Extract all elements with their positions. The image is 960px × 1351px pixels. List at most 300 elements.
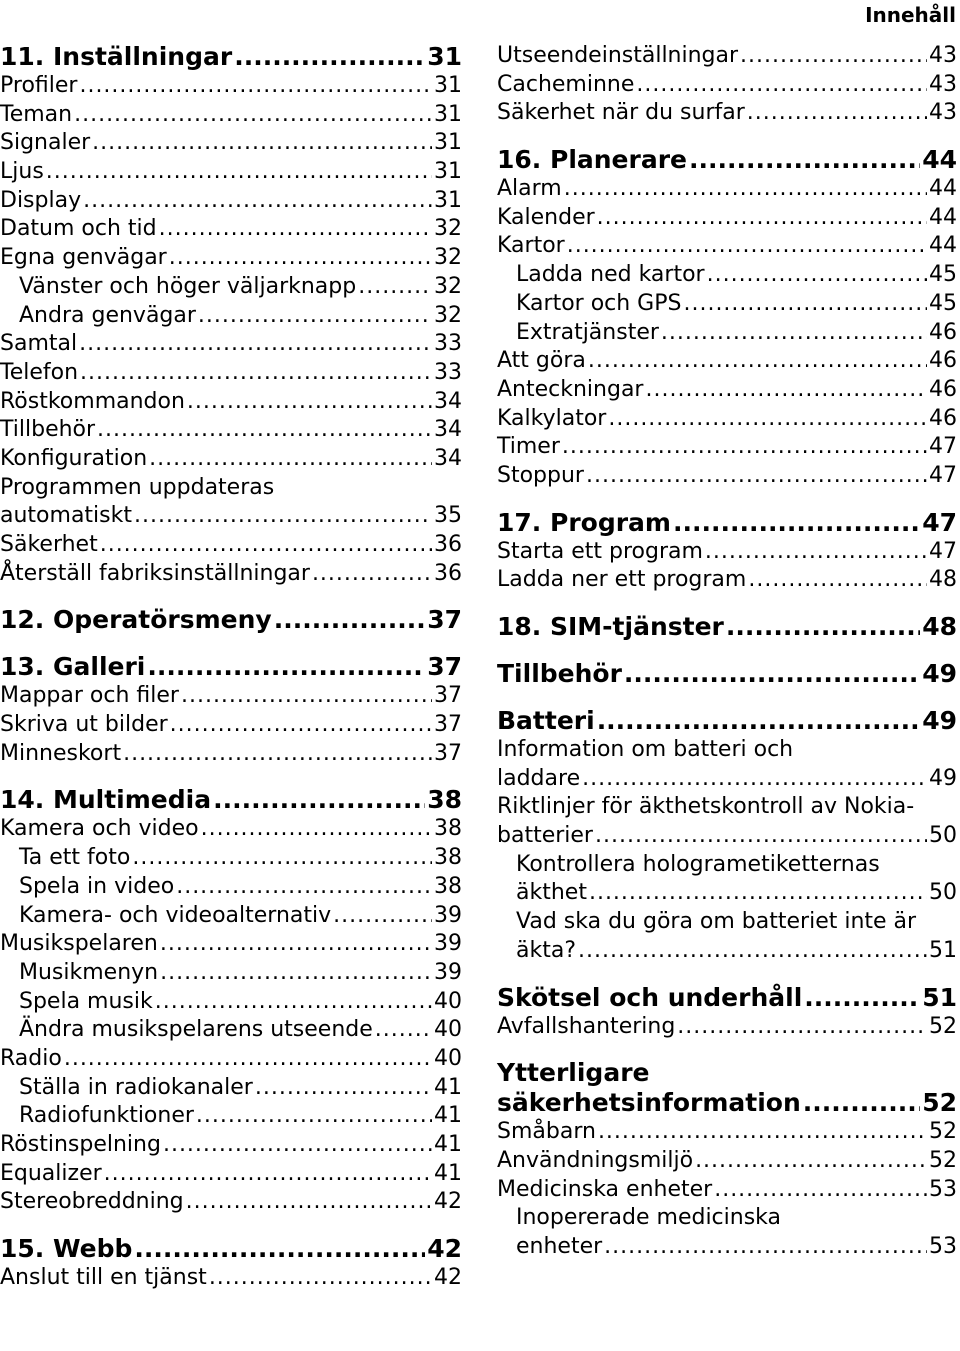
toc-entry[interactable] [497, 42, 957, 71]
toc-entry-title: Säkerhet [0, 532, 98, 557]
toc-entry-title: Spela musik [19, 988, 153, 1014]
dot-leader [80, 359, 432, 388]
toc-entry[interactable] [0, 244, 462, 273]
toc-entry[interactable] [497, 175, 957, 204]
toc-page-number: 34 [434, 388, 462, 414]
toc-entry-title: 14. Multimedia [0, 785, 212, 815]
toc-page-number: 39 [434, 959, 462, 985]
toc-entry[interactable] [0, 474, 462, 503]
dot-leader [201, 815, 432, 844]
dot-leader [64, 1045, 432, 1074]
toc-entry-title: Ytterligare [497, 1058, 650, 1088]
toc-entry-title: enheter [516, 1233, 603, 1259]
dot-leader [636, 71, 927, 100]
dot-leader [79, 72, 432, 101]
toc-chapter-entry[interactable] [497, 508, 957, 538]
toc-page-number: 47 [929, 462, 957, 488]
toc-entry[interactable] [0, 815, 462, 844]
toc-page-number: 31 [434, 130, 462, 156]
dot-leader [132, 844, 432, 873]
toc-page-number: 40 [434, 988, 462, 1014]
toc-entry[interactable] [497, 433, 957, 462]
toc-page-number: 49 [922, 706, 957, 735]
toc-entry[interactable] [497, 538, 957, 567]
toc-entry-title: laddare [497, 765, 581, 791]
toc-chapter-entry[interactable] [497, 983, 957, 1013]
toc-entry-title: automatiskt [0, 503, 132, 529]
toc-page-number: 43 [929, 43, 957, 68]
dot-leader [705, 538, 927, 567]
toc-entry[interactable] [0, 215, 462, 244]
dot-leader [608, 405, 927, 434]
toc-entry-title: Radio [0, 1045, 62, 1071]
toc-page-number: 33 [434, 331, 462, 357]
dot-leader [578, 937, 927, 966]
toc-entry-title: Säkerhet när du surfar [497, 100, 745, 126]
toc-page-number: 36 [434, 560, 462, 586]
toc-entry-title: Vad ska du göra om batteriet inte är [516, 909, 917, 935]
dot-leader [562, 433, 927, 462]
dot-leader [661, 319, 927, 348]
toc-entry-title: Röstinspelning [0, 1132, 161, 1157]
toc-page-number: 50 [929, 880, 957, 906]
toc-entry-title: Skötsel och underhåll [497, 982, 803, 1012]
toc-entry-title: 15. Webb [0, 1234, 133, 1264]
toc-entry[interactable] [0, 959, 462, 988]
toc-entry-title: Inopererade medicinska [516, 1205, 781, 1231]
toc-entry-title: Egna genvägar [0, 245, 167, 271]
toc-entry-title: 11. Inställningar [0, 42, 233, 71]
toc-page-number: 35 [434, 503, 462, 529]
toc-page-number: 44 [929, 176, 957, 202]
toc-entry[interactable] [497, 1176, 957, 1205]
toc-entry[interactable] [497, 822, 957, 851]
toc-entry[interactable] [497, 908, 957, 937]
dot-leader [196, 1102, 432, 1131]
toc-chapter-entry[interactable] [0, 1234, 462, 1264]
dot-leader [134, 502, 432, 531]
toc-page-number: 41 [434, 1103, 462, 1129]
toc-entry-title: Att göra [497, 348, 586, 374]
toc-page-number: 31 [427, 42, 462, 71]
toc-entry[interactable] [0, 1131, 462, 1160]
toc-page-number: 53 [929, 1233, 957, 1259]
toc-page-number: 32 [434, 273, 462, 299]
toc-entry-title: Signaler [0, 130, 91, 156]
toc-entry[interactable] [0, 101, 462, 130]
toc-chapter-entry[interactable] [0, 652, 462, 682]
dot-leader [74, 101, 432, 130]
toc-entry[interactable] [0, 273, 462, 302]
toc-entry-title: äkta? [516, 937, 577, 963]
toc-entry-title: Kontrollera hologrametiketternas [516, 851, 880, 877]
toc-page-number: 51 [929, 937, 957, 963]
toc-entry-title: Avfallshantering [497, 1013, 676, 1039]
dot-leader [312, 560, 432, 589]
toc-entry[interactable] [0, 531, 462, 560]
toc-page-number: 38 [434, 873, 462, 899]
toc-entry[interactable] [0, 359, 462, 388]
toc-page-number: 32 [434, 302, 462, 328]
toc-entry-title: 13. Galleri [0, 652, 146, 682]
dot-leader [803, 1088, 920, 1118]
toc-entry-title: Kartor [497, 233, 565, 259]
toc-entry-title: Kalkylator [497, 405, 607, 431]
dot-leader [160, 959, 432, 988]
toc-page-number: 37 [434, 683, 462, 709]
toc-entry[interactable] [0, 1188, 462, 1217]
toc-chapter-entry[interactable] [497, 1058, 957, 1088]
toc-entry-title: Ladda ned kartor [516, 262, 705, 288]
toc-entry-title: Display [0, 187, 82, 213]
toc-entry-title: Andra genvägar [19, 302, 196, 328]
toc-entry-title: äkthet [516, 880, 587, 906]
dot-leader [187, 388, 432, 417]
toc-entry[interactable] [0, 1016, 462, 1045]
toc-entry-title: Ändra musikspelarens utseende [19, 1017, 373, 1043]
dot-leader [169, 244, 432, 273]
toc-entry[interactable] [497, 405, 957, 434]
toc-page-number: 36 [434, 532, 462, 557]
toc-entry[interactable] [497, 937, 957, 966]
toc-left-column [0, 42, 462, 1293]
toc-entry-title: Musikspelaren [0, 931, 158, 957]
dot-leader [588, 347, 927, 376]
dot-leader [155, 988, 432, 1017]
toc-chapter-entry[interactable] [497, 145, 957, 175]
dot-leader [586, 462, 927, 491]
toc-entry[interactable] [0, 129, 462, 158]
toc-entry[interactable] [497, 261, 957, 290]
toc-entry[interactable] [497, 566, 957, 595]
toc-page-number: 38 [434, 816, 462, 842]
dot-leader [707, 261, 927, 290]
dot-leader [689, 145, 920, 175]
toc-page-number: 47 [929, 434, 957, 460]
toc-page-number: 43 [929, 71, 957, 97]
toc-page-number: 32 [434, 245, 462, 271]
toc-page-number: 46 [929, 319, 957, 345]
toc-entry-title: Kalender [497, 204, 595, 230]
toc-page-number: 42 [434, 1265, 462, 1291]
toc-entry-title: Profiler [0, 73, 78, 98]
dot-leader [748, 566, 927, 595]
dot-leader [333, 902, 432, 931]
dot-leader [358, 273, 432, 302]
toc-chapter-entry[interactable] [0, 605, 462, 635]
toc-entry[interactable] [497, 1233, 957, 1262]
toc-entry[interactable] [0, 158, 462, 187]
toc-entry[interactable] [497, 99, 957, 128]
toc-entry[interactable] [497, 879, 957, 908]
toc-entry-title: Starta ett program [497, 538, 703, 564]
toc-entry-title: Ljus [0, 159, 44, 185]
dot-leader [209, 1264, 432, 1293]
toc-page-number: 34 [434, 417, 462, 443]
dot-leader [186, 1188, 432, 1217]
toc-entry[interactable] [0, 388, 462, 417]
dot-leader [375, 1016, 432, 1045]
toc-entry-title: 12. Operatörsmeny [0, 605, 272, 635]
toc-page-number: 39 [434, 902, 462, 928]
toc-page-number: 31 [434, 187, 462, 213]
toc-chapter-entry[interactable] [497, 612, 957, 642]
toc-page-number: 42 [434, 1189, 462, 1215]
toc-page-number: 44 [929, 233, 957, 259]
dot-leader [598, 1118, 927, 1147]
toc-entry-title: Mappar och filer [0, 683, 179, 709]
toc-page-number: 47 [929, 538, 957, 564]
toc-entry-title: 17. Program [497, 507, 671, 537]
toc-page-number: 41 [434, 1074, 462, 1100]
toc-entry[interactable] [0, 416, 462, 445]
dot-leader [274, 605, 425, 635]
toc-entry[interactable] [0, 902, 462, 931]
toc-page-number: 44 [929, 204, 957, 230]
dot-leader [804, 983, 920, 1013]
toc-entry-title: Skriva ut bilder [0, 712, 168, 738]
toc-entry[interactable] [497, 1204, 957, 1233]
toc-entry[interactable] [497, 204, 957, 233]
toc-page-number: 51 [922, 982, 957, 1012]
toc-entry-title: Tillbehör [0, 417, 96, 443]
toc-entry-title: Timer [497, 434, 560, 460]
dot-leader [567, 232, 927, 261]
dot-leader [564, 175, 927, 204]
toc-entry-title: Småbarn [497, 1119, 596, 1145]
toc-entry-title: Information om batteri och [497, 737, 794, 762]
toc-page-number: 50 [929, 823, 957, 849]
dot-leader [604, 1233, 927, 1262]
toc-entry-title: Extratjänster [516, 319, 659, 345]
toc-entry-title: Röstkommandon [0, 388, 185, 414]
toc-page-number: 45 [929, 290, 957, 316]
toc-page-number: 42 [427, 1234, 462, 1264]
toc-page-number: 38 [427, 785, 462, 815]
toc-page-number: 40 [434, 1017, 462, 1043]
toc-page-number: 52 [929, 1147, 957, 1173]
toc-page-number: 48 [922, 612, 957, 641]
toc-entry[interactable] [497, 1147, 957, 1176]
toc-entry[interactable] [0, 1074, 462, 1103]
toc-entry[interactable] [497, 290, 957, 319]
toc-entry[interactable] [0, 560, 462, 589]
toc-entry[interactable] [0, 873, 462, 902]
dot-leader [740, 42, 927, 71]
dot-leader [149, 445, 432, 474]
toc-page-number: 49 [922, 659, 957, 688]
toc-page-number: 33 [434, 359, 462, 385]
toc-entry[interactable] [0, 302, 462, 331]
toc-page-number: 45 [929, 262, 957, 288]
dot-leader [645, 376, 927, 405]
toc-page-number: 48 [929, 567, 957, 593]
toc-entry[interactable] [0, 1160, 462, 1189]
toc-entry-title: Kartor och GPS [516, 290, 682, 316]
toc-entry[interactable] [0, 72, 462, 101]
toc-entry-title: Vänster och höger väljarknapp [19, 273, 357, 299]
toc-entry-title: Ställa in radiokanaler [19, 1074, 253, 1100]
toc-entry-title: Anteckningar [497, 376, 644, 402]
toc-chapter-entry[interactable] [497, 659, 957, 689]
toc-entry-title: Teman [0, 101, 73, 127]
dot-leader [83, 187, 432, 216]
toc-right-column [497, 42, 957, 1262]
toc-page-number: 34 [434, 445, 462, 471]
toc-entry-title: 16. Planerare [497, 145, 687, 175]
toc-entry[interactable] [0, 711, 462, 740]
toc-entry-title: Minneskort [0, 740, 122, 766]
toc-page-number: 53 [929, 1176, 957, 1202]
toc-entry-title: Ladda ner ett program [497, 567, 747, 593]
toc-entry-title: säkerhetsinformation [497, 1088, 801, 1118]
toc-entry[interactable] [0, 682, 462, 711]
dot-leader [747, 99, 927, 128]
toc-page-number: 37 [427, 652, 462, 682]
toc-entry[interactable] [497, 765, 957, 794]
toc-chapter-entry[interactable] [0, 785, 462, 815]
toc-page-number: 41 [434, 1132, 462, 1157]
toc-entry[interactable] [0, 502, 462, 531]
toc-page-number: 39 [434, 931, 462, 957]
toc-chapter-entry[interactable] [0, 42, 462, 72]
toc-page-number: 37 [434, 740, 462, 766]
toc-entry-title: Återställ fabriksinställningar [0, 560, 310, 586]
toc-page-number: 47 [922, 507, 957, 537]
toc-entry[interactable] [0, 1045, 462, 1074]
toc-entry[interactable] [0, 988, 462, 1017]
dot-leader [123, 740, 432, 769]
toc-page-number: 31 [434, 73, 462, 98]
toc-entry[interactable] [497, 347, 957, 376]
toc-entry-title: Tillbehör [497, 659, 622, 688]
toc-entry[interactable] [0, 740, 462, 769]
toc-entry-title: Konfiguration [0, 445, 148, 471]
toc-entry[interactable] [497, 851, 957, 880]
toc-entry[interactable] [497, 793, 957, 822]
toc-entry[interactable] [0, 445, 462, 474]
toc-page-number: 40 [434, 1045, 462, 1071]
toc-entry-title: batterier [497, 823, 593, 849]
toc-page-number: 38 [434, 845, 462, 871]
toc-entry[interactable] [0, 844, 462, 873]
dot-leader [597, 706, 921, 736]
toc-entry-title: Cacheminne [497, 71, 635, 97]
toc-entry-title: 18. SIM-tjänster [497, 612, 724, 641]
toc-entry-title: Batteri [497, 706, 595, 735]
toc-page-number: 46 [929, 376, 957, 402]
toc-entry-title: Spela in video [19, 873, 175, 899]
toc-page-number: 31 [434, 159, 462, 185]
toc-page-number: 37 [427, 605, 462, 635]
toc-chapter-entry[interactable] [497, 1088, 957, 1118]
dot-leader [159, 215, 432, 244]
toc-entry[interactable] [0, 187, 462, 216]
toc-entry[interactable] [0, 930, 462, 959]
toc-entry-title: Equalizer [0, 1160, 102, 1186]
toc-entry-title: Programmen uppdateras [0, 474, 275, 500]
toc-entry[interactable] [497, 376, 957, 405]
dot-leader [255, 1074, 432, 1103]
dot-leader [176, 873, 432, 902]
toc-entry[interactable] [497, 232, 957, 261]
dot-leader [582, 765, 927, 794]
dot-leader [134, 1234, 425, 1264]
toc-page-number: 44 [922, 145, 957, 175]
dot-leader [726, 612, 920, 642]
toc-page-number: 41 [434, 1160, 462, 1186]
toc-entry-title: Stoppur [497, 462, 584, 488]
dot-leader [147, 652, 425, 682]
toc-entry[interactable] [0, 1102, 462, 1131]
dot-leader [170, 711, 432, 740]
toc-entry-title: Alarm [497, 176, 562, 202]
dot-leader [695, 1147, 927, 1176]
toc-entry-title: Telefon [0, 359, 79, 385]
toc-entry-title: Medicinska enheter [497, 1176, 713, 1202]
toc-entry-title: Stereobreddning [0, 1189, 184, 1215]
dot-leader [683, 290, 927, 319]
toc-entry-title: Kamera och video [0, 816, 199, 842]
dot-leader [92, 129, 432, 158]
dot-leader [163, 1131, 432, 1160]
toc-entry-title: Kamera- och videoalternativ [19, 902, 332, 928]
dot-leader [595, 822, 927, 851]
toc-entry-title: Anslut till en tjänst [0, 1265, 207, 1291]
toc-page-number: 43 [929, 100, 957, 126]
dot-leader [714, 1176, 927, 1205]
toc-entry[interactable] [497, 736, 957, 765]
toc-chapter-entry[interactable] [497, 706, 957, 736]
toc-entry-title: Radiofunktioner [19, 1103, 194, 1129]
dot-leader [624, 659, 920, 689]
toc-entry[interactable] [497, 1013, 957, 1042]
toc-page-number: 52 [922, 1088, 957, 1118]
toc-entry[interactable] [497, 462, 957, 491]
dot-leader [198, 302, 432, 331]
toc-page-number: 37 [434, 712, 462, 738]
toc-entry-title: Musikmenyn [19, 959, 159, 985]
dot-leader [97, 416, 432, 445]
dot-leader [589, 879, 927, 908]
toc-entry-title: Ta ett foto [19, 845, 131, 871]
toc-entry[interactable] [497, 319, 957, 348]
toc-entry-title: Samtal [0, 331, 78, 357]
toc-entry[interactable] [497, 71, 957, 100]
dot-leader [673, 508, 920, 538]
dot-leader [160, 930, 432, 959]
toc-entry-title: Utseendeinställningar [497, 43, 739, 68]
toc-entry[interactable] [497, 1118, 957, 1147]
toc-page-number: 31 [434, 101, 462, 127]
toc-page-number: 52 [929, 1013, 957, 1039]
toc-entry[interactable] [0, 330, 462, 359]
toc-entry[interactable] [0, 1264, 462, 1293]
toc-page-number: 32 [434, 216, 462, 242]
toc-entry-title: Riktlinjer för äkthetskontroll av Nokia- [497, 794, 915, 820]
dot-leader [213, 785, 425, 815]
dot-leader [79, 330, 432, 359]
dot-leader [597, 204, 927, 233]
dot-leader [677, 1013, 927, 1042]
dot-leader [104, 1160, 432, 1189]
dot-leader [181, 682, 432, 711]
toc-page-number: 46 [929, 348, 957, 374]
dot-leader [46, 158, 432, 187]
section-header: Innehåll [865, 3, 956, 27]
toc-page-number: 46 [929, 405, 957, 431]
dot-leader [100, 531, 432, 560]
